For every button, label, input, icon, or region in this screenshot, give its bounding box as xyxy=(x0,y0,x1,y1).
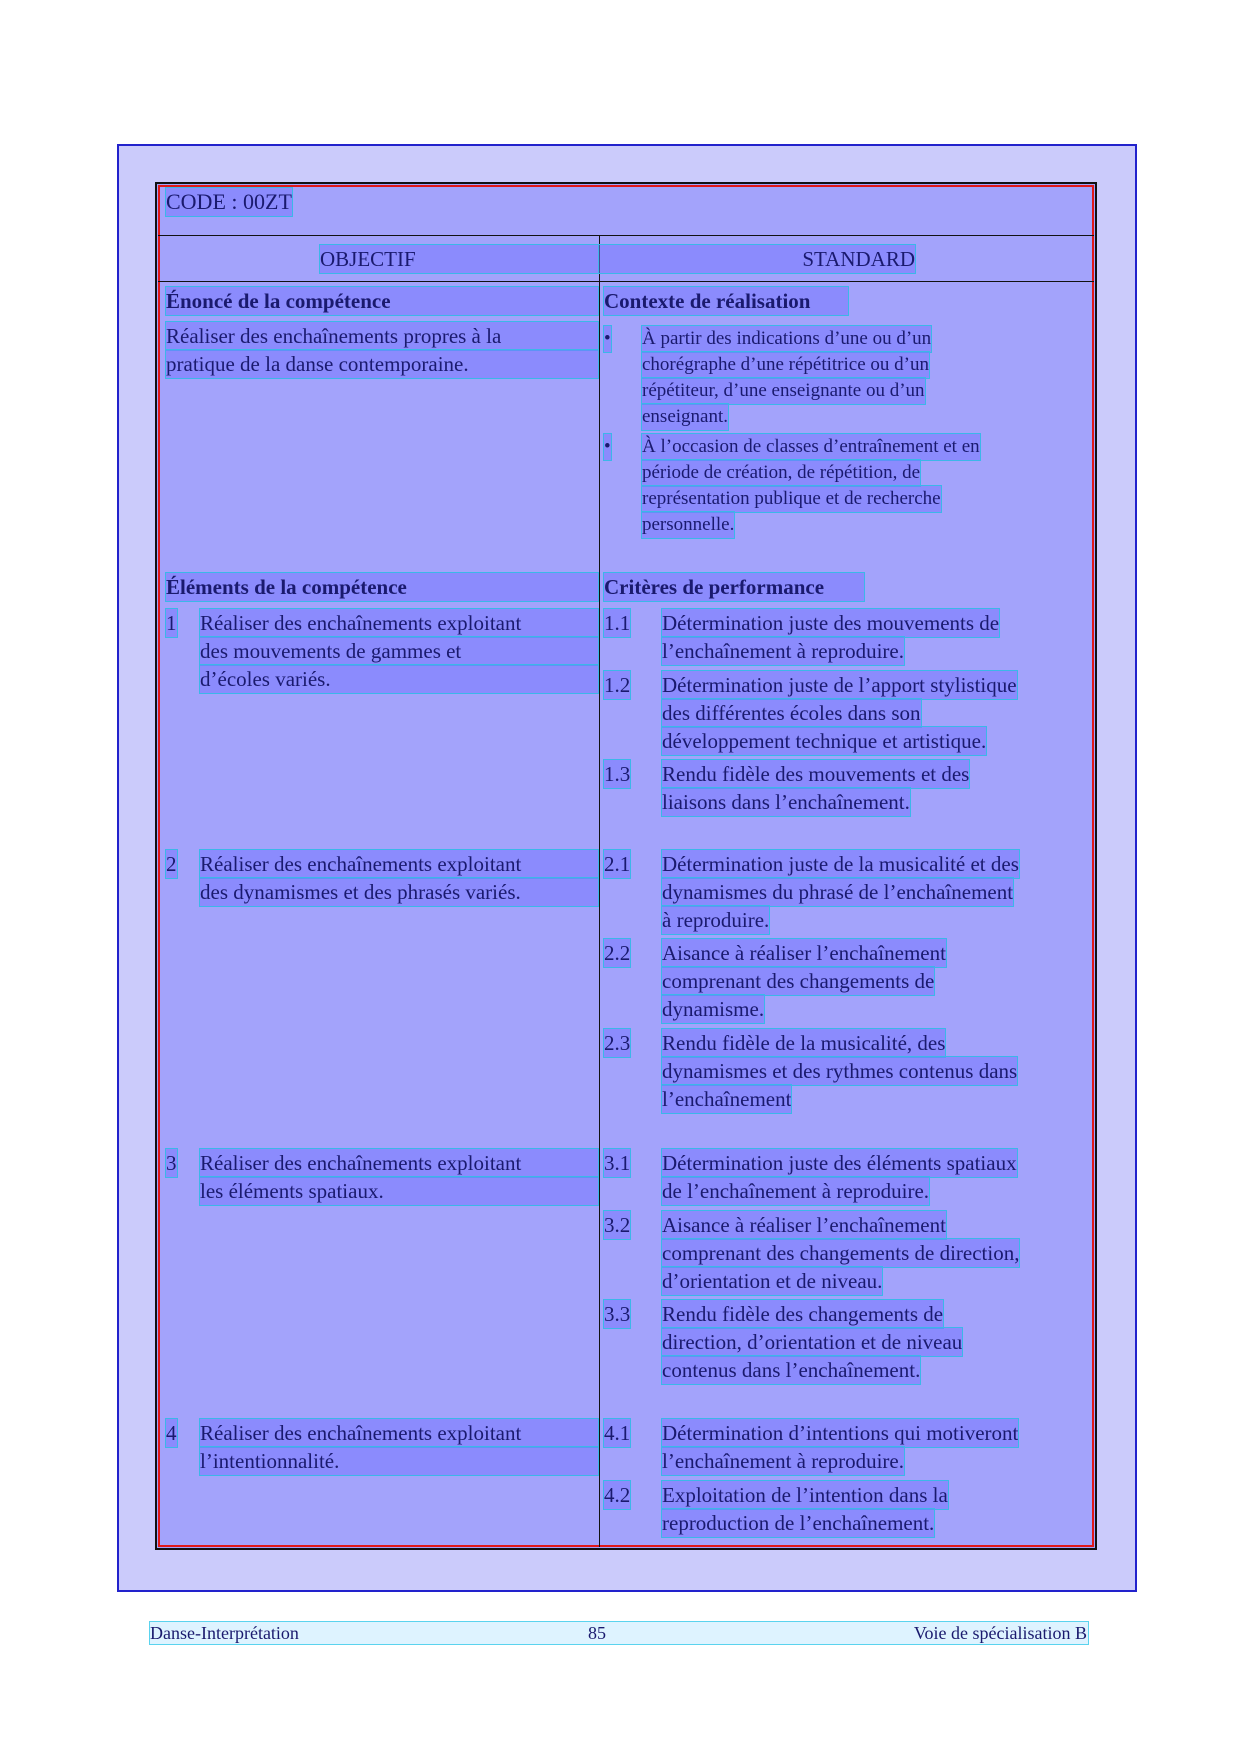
column-divider xyxy=(599,235,600,1547)
critere-line: Aisance à réaliser l’enchaînement xyxy=(662,941,946,965)
critere-line: Détermination juste de l’apport stylistique xyxy=(662,673,1017,697)
element-line: d’écoles variés. xyxy=(200,665,598,693)
contexte-line: chorégraphe d’une répétitrice ou d’un xyxy=(642,352,929,378)
contexte-line: période de création, de répétition, de xyxy=(642,460,920,486)
enonce-line: pratique de la danse contemporaine. xyxy=(166,350,598,378)
bullet-icon: • xyxy=(604,326,611,352)
critere-line: à reproduire. xyxy=(662,908,770,932)
critere-number: 1.2 xyxy=(604,673,631,697)
element-line: des dynamismes et des phrasés variés. xyxy=(200,878,598,906)
contexte-line: personnelle. xyxy=(642,512,734,538)
critere-line: comprenant des changements de direction, xyxy=(662,1241,1020,1265)
criteres-title: Critères de performance xyxy=(604,573,864,601)
critere-line: Détermination juste des éléments spatiaux xyxy=(662,1151,1017,1175)
critere-line: l’enchaînement à reproduire. xyxy=(662,1449,904,1473)
critere-line: dynamismes du phrasé de l’enchaînement xyxy=(662,880,1014,904)
bullet-icon: • xyxy=(604,434,611,460)
critere-line: Détermination juste des mouvements de xyxy=(662,611,1000,635)
objectif-header: OBJECTIF xyxy=(320,245,598,273)
critere-number: 3.1 xyxy=(604,1151,631,1175)
critere-line: direction, d’orientation et de niveau xyxy=(662,1330,963,1354)
element-number: 2 xyxy=(166,852,177,876)
critere-line: développement technique et artistique. xyxy=(662,729,987,753)
element-line: Réaliser des enchaînements exploitant xyxy=(200,1419,598,1447)
critere-number: 1.3 xyxy=(604,762,631,786)
critere-number: 4.1 xyxy=(604,1421,631,1445)
header-divider xyxy=(158,281,1094,282)
element-line: Réaliser des enchaînements exploitant xyxy=(200,609,598,637)
critere-number: 4.2 xyxy=(604,1483,631,1507)
critere-number: 2.1 xyxy=(604,852,631,876)
critere-number: 1.1 xyxy=(604,611,631,635)
critere-line: Exploitation de l’intention dans la xyxy=(662,1483,948,1507)
element-line: Réaliser des enchaînements exploitant xyxy=(200,850,598,878)
critere-line: Rendu fidèle de la musicalité, des xyxy=(662,1031,946,1055)
contexte-line: À l’occasion de classes d’entraînement et en xyxy=(642,434,980,460)
enonce-title: Énoncé de la compétence xyxy=(166,287,598,315)
page-number: 85 xyxy=(588,1623,606,1643)
critere-number: 3.3 xyxy=(604,1302,631,1326)
critere-line: des différentes écoles dans son xyxy=(662,701,921,725)
critere-line: contenus dans l’enchaînement. xyxy=(662,1358,921,1382)
critere-number: 2.2 xyxy=(604,941,631,965)
standard-header: STANDARD xyxy=(599,245,915,273)
critere-line: de l’enchaînement à reproduire. xyxy=(662,1179,930,1203)
elements-title: Éléments de la compétence xyxy=(166,573,598,601)
critere-line: Détermination juste de la musicalité et des xyxy=(662,852,1019,876)
critere-line: dynamismes et des rythmes contenus dans xyxy=(662,1059,1018,1083)
critere-line: liaisons dans l’enchaînement. xyxy=(662,790,910,814)
element-number: 1 xyxy=(166,611,177,635)
element-number: 3 xyxy=(166,1151,177,1175)
contexte-title: Contexte de réalisation xyxy=(604,287,848,315)
element-line: l’intentionnalité. xyxy=(200,1447,598,1475)
element-line: Réaliser des enchaînements exploitant xyxy=(200,1149,598,1177)
critere-number: 2.3 xyxy=(604,1031,631,1055)
code-divider xyxy=(158,235,1094,236)
critere-line: Rendu fidèle des changements de xyxy=(662,1302,944,1326)
footer-left: Danse-Interprétation xyxy=(150,1623,299,1643)
critere-line: Rendu fidèle des mouvements et des xyxy=(662,762,970,786)
contexte-line: représentation publique et de recherche xyxy=(642,486,941,512)
critere-line: Aisance à réaliser l’enchaînement xyxy=(662,1213,946,1237)
contexte-line: enseignant. xyxy=(642,404,728,430)
critere-line: reproduction de l’enchaînement. xyxy=(662,1511,935,1535)
critere-number: 3.2 xyxy=(604,1213,631,1237)
contexte-line: À partir des indications d’une ou d’un xyxy=(642,326,931,352)
critere-line: l’enchaînement xyxy=(662,1087,792,1111)
critere-line: dynamisme. xyxy=(662,997,765,1021)
footer-right: Voie de spécialisation B xyxy=(913,1623,1087,1643)
enonce-line: Réaliser des enchaînements propres à la xyxy=(166,322,598,350)
element-number: 4 xyxy=(166,1421,177,1445)
critere-line: l’enchaînement à reproduire. xyxy=(662,639,904,663)
critere-line: Détermination d’intentions qui motiveront xyxy=(662,1421,1019,1445)
critere-line: d’orientation et de niveau. xyxy=(662,1269,883,1293)
code-label: CODE : 00ZT xyxy=(166,189,292,214)
element-line: les éléments spatiaux. xyxy=(200,1177,598,1205)
contexte-line: répétiteur, d’une enseignante ou d’un xyxy=(642,378,925,404)
element-line: des mouvements de gammes et xyxy=(200,637,598,665)
critere-line: comprenant des changements de xyxy=(662,969,935,993)
